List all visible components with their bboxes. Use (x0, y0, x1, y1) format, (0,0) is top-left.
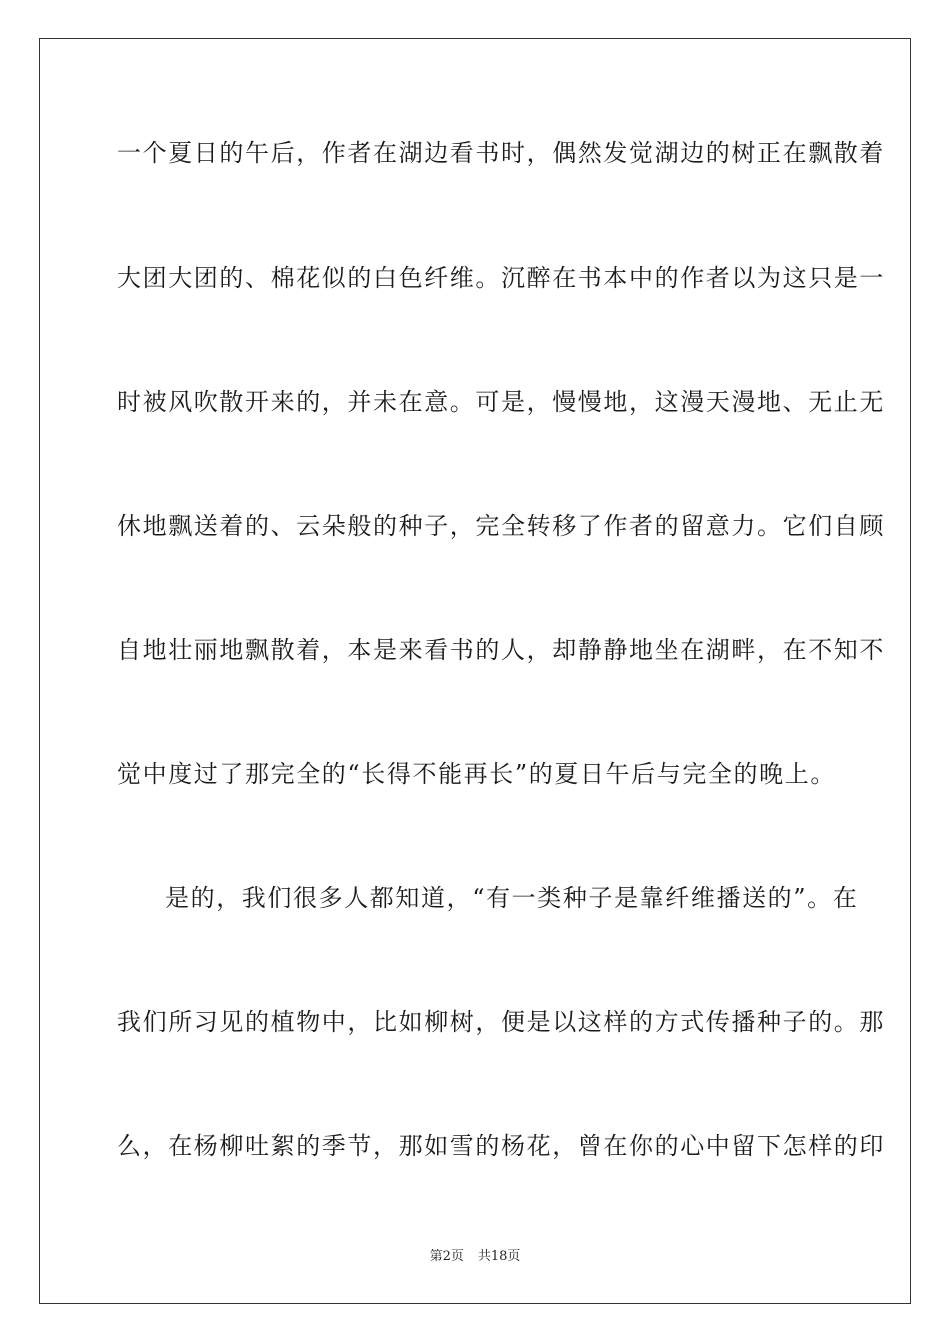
page-number: 第2页 (429, 1249, 464, 1264)
text-line: 是的，我们很多人都知道，“有一类种子是靠纤维播送的”。在 (165, 884, 859, 912)
text-line: 我们所习见的植物中，比如柳树，便是以这样的方式传播种子的。那 (117, 1008, 885, 1036)
text-line: 么，在杨柳吐絮的季节，那如雪的杨花，曾在你的心中留下怎样的印 (117, 1132, 885, 1160)
text-line: 休地飘送着的、云朵般的种子，完全转移了作者的留意力。它们自顾 (117, 512, 885, 540)
page-border (39, 38, 911, 1304)
text-line: 自地壮丽地飘散着，本是来看书的人，却静静地坐在湖畔，在不知不 (117, 636, 885, 664)
text-line: 时被风吹散开来的，并未在意。可是，慢慢地，这漫天漫地、无止无 (117, 388, 885, 416)
text-line: 一个夏日的午后，作者在湖边看书时，偶然发觉湖边的树正在飘散着 (117, 139, 885, 167)
page-total: 共18页 (477, 1249, 521, 1264)
page-footer (0, 1248, 950, 1266)
text-line: 觉中度过了那完全的“长得不能再长”的夏日午后与完全的晚上。 (117, 760, 836, 788)
text-line: 大团大团的、棉花似的白色纤维。沉醉在书本中的作者以为这只是一 (117, 264, 885, 292)
